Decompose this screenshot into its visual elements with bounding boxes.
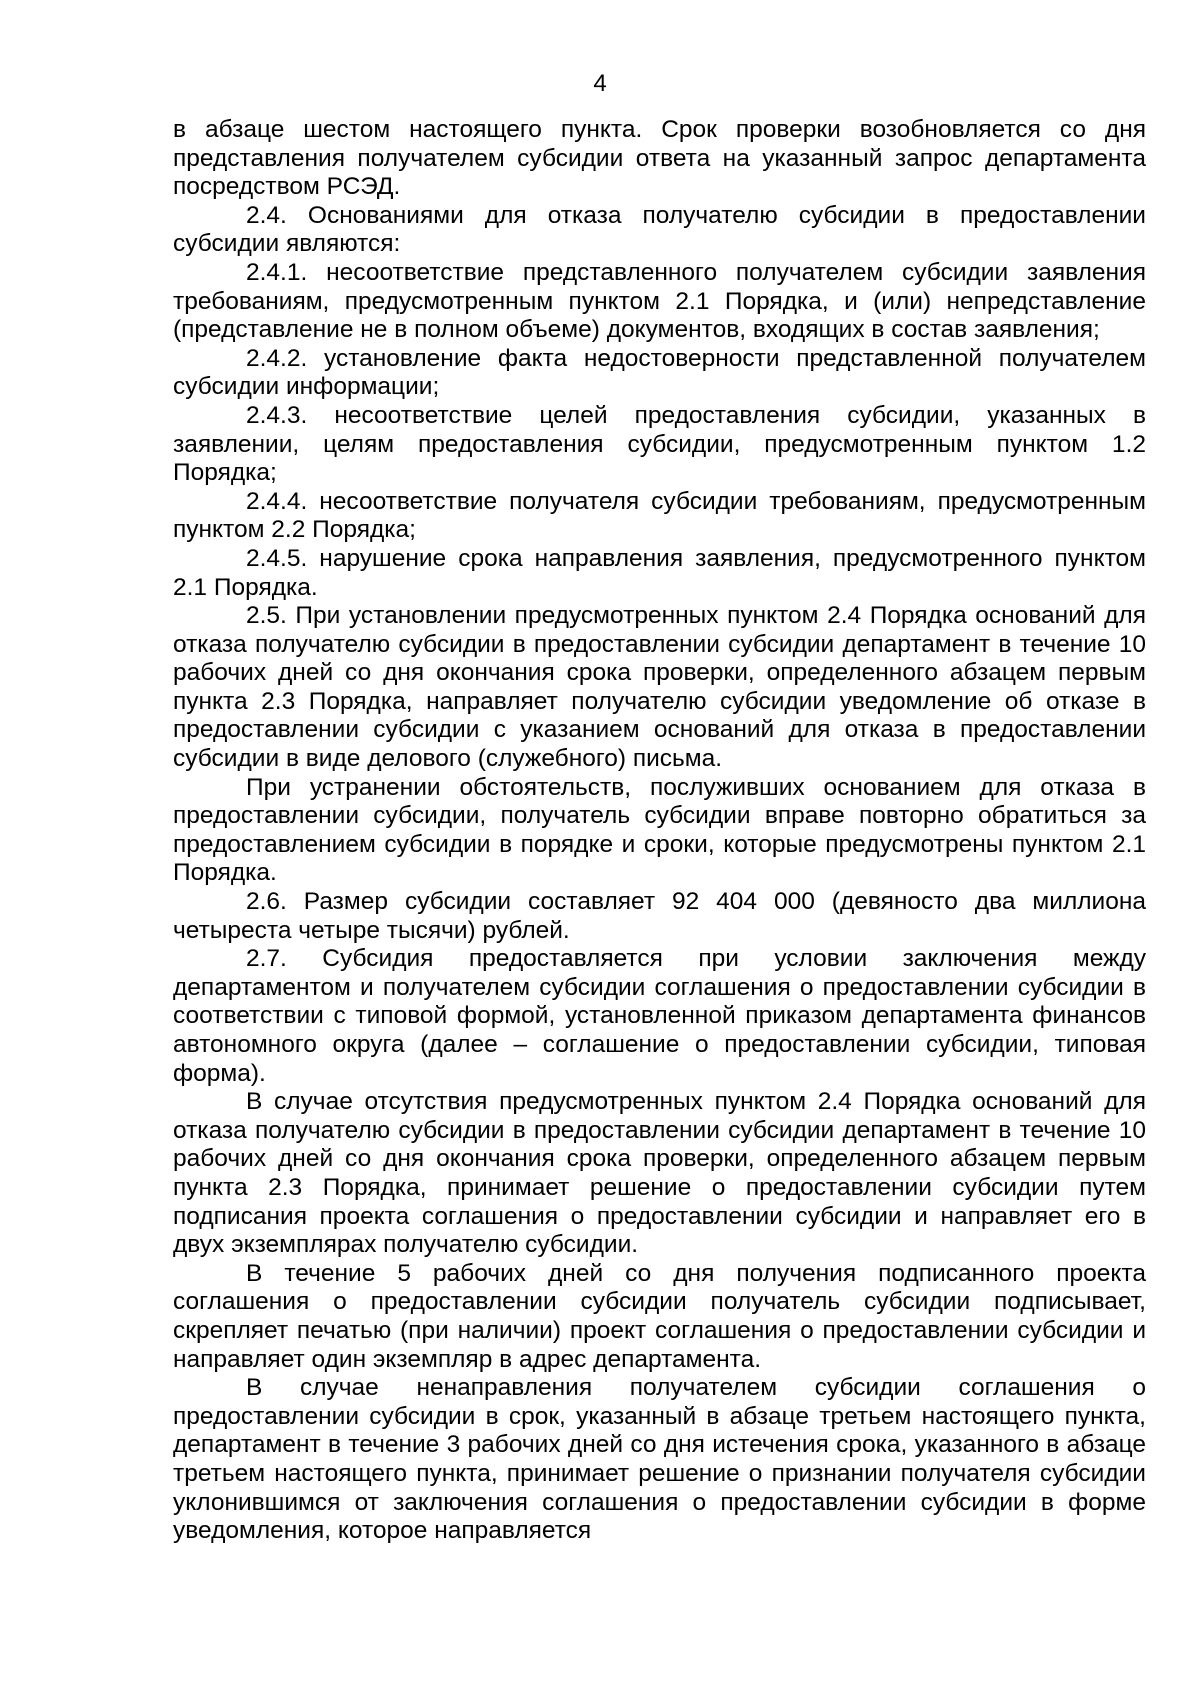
paragraph-2-5-second: При устранении обстоятельств, послуживших основанием для отказа в предоставлении субсидии, получатель субсидии вправе повторно обратиться за предоставлением субсидии в порядке и сроки, которые предусмотрены пунктом 2.1 Порядка. <box>173 773 1146 887</box>
paragraph-continuation: в абзаце шестом настоящего пункта. Срок проверки возобновляется со дня представления получателем субсидии ответа на указанный запрос департамента посредством РСЭД. <box>173 116 1146 201</box>
paragraph-2-4-3: 2.4.3. несоответствие целей предоставления субсидии, указанных в заявлении, целям предоставления субсидии, предусмотренным пунктом 1.2 Порядка; <box>173 401 1146 487</box>
paragraph-2-7-second: В случае отсутствия предусмотренных пунктом 2.4 Порядка оснований для отказа получателю субсидии в предоставлении субсидии департамент в течение 10 рабочих дней со дня окончания срока проверки, определенного абзацем первым пункта 2.3 Порядка, принимает решение о предоставлении субсидии путем подписания проекта соглашения о предоставлении субсидии и направляет его в двух экземплярах получателю субсидии. <box>173 1088 1146 1259</box>
paragraph-2-4-5: 2.4.5. нарушение срока направления заявления, предусмотренного пунктом 2.1 Порядка. <box>173 544 1146 601</box>
paragraph-2-4-1: 2.4.1. несоответствие представленного получателем субсидии заявления требованиям, предусмотренным пунктом 2.1 Порядка, и (или) непредставление (представление не в полном объеме) документов, входящих в состав заявления; <box>173 258 1146 344</box>
paragraph-2-7-fourth: В случае ненаправления получателем субсидии соглашения о предоставлении субсидии в срок, указанный в абзаце третьем настоящего пункта, департамент в течение 3 рабочих дней со дня истечения срока, указанного в абзаце третьем настоящего пункта, принимает решение о признании получателя субсидии уклонившимся от заключения соглашения о предоставлении субсидии в форме уведомления, которое направляется <box>173 1374 1146 1545</box>
paragraph-2-4-4: 2.4.4. несоответствие получателя субсидии требованиям, предусмотренным пунктом 2.2 Порядка; <box>173 487 1146 544</box>
paragraph-2-7: 2.7. Субсидия предоставляется при условии заключения между департаментом и получателем субсидии соглашения о предоставлении субсидии в соответствии с типовой формой, установленной приказом департамента финансов автономного округа (далее – соглашение о предоставлении субсидии, типовая форма). <box>173 945 1146 1087</box>
paragraph-2-6: 2.6. Размер субсидии составляет 92 404 000 (девяносто два миллиона четыреста четыре тысячи) рублей. <box>173 888 1146 944</box>
paragraph-2-4-2: 2.4.2. установление факта недостоверности представленной получателем субсидии информации; <box>173 344 1146 401</box>
paragraph-2-7-third: В течение 5 рабочих дней со дня получения подписанного проекта соглашения о предоставлении субсидии получатель субсидии подписывает, скрепляет печатью (при наличии) проект соглашения о предоставлении субсидии и направляет один экземпляр в адрес департамента. <box>173 1259 1146 1373</box>
paragraph-2-5: 2.5. При установлении предусмотренных пунктом 2.4 Порядка оснований для отказа получателю субсидии в предоставлении субсидии департамент в течение 10 рабочих дней со дня окончания срока проверки, определенного абзацем первым пункта 2.3 Порядка, направляет получателю субсидии уведомление об отказе в предоставлении субсидии с указанием оснований для отказа в предоставлении субсидии в виде делового (служебного) письма. <box>173 602 1146 773</box>
document-body <box>173 116 1146 1546</box>
page-number: 4 <box>593 70 607 97</box>
paragraph-2-4: 2.4. Основаниями для отказа получателю субсидии в предоставлении субсидии являются: <box>173 201 1146 258</box>
